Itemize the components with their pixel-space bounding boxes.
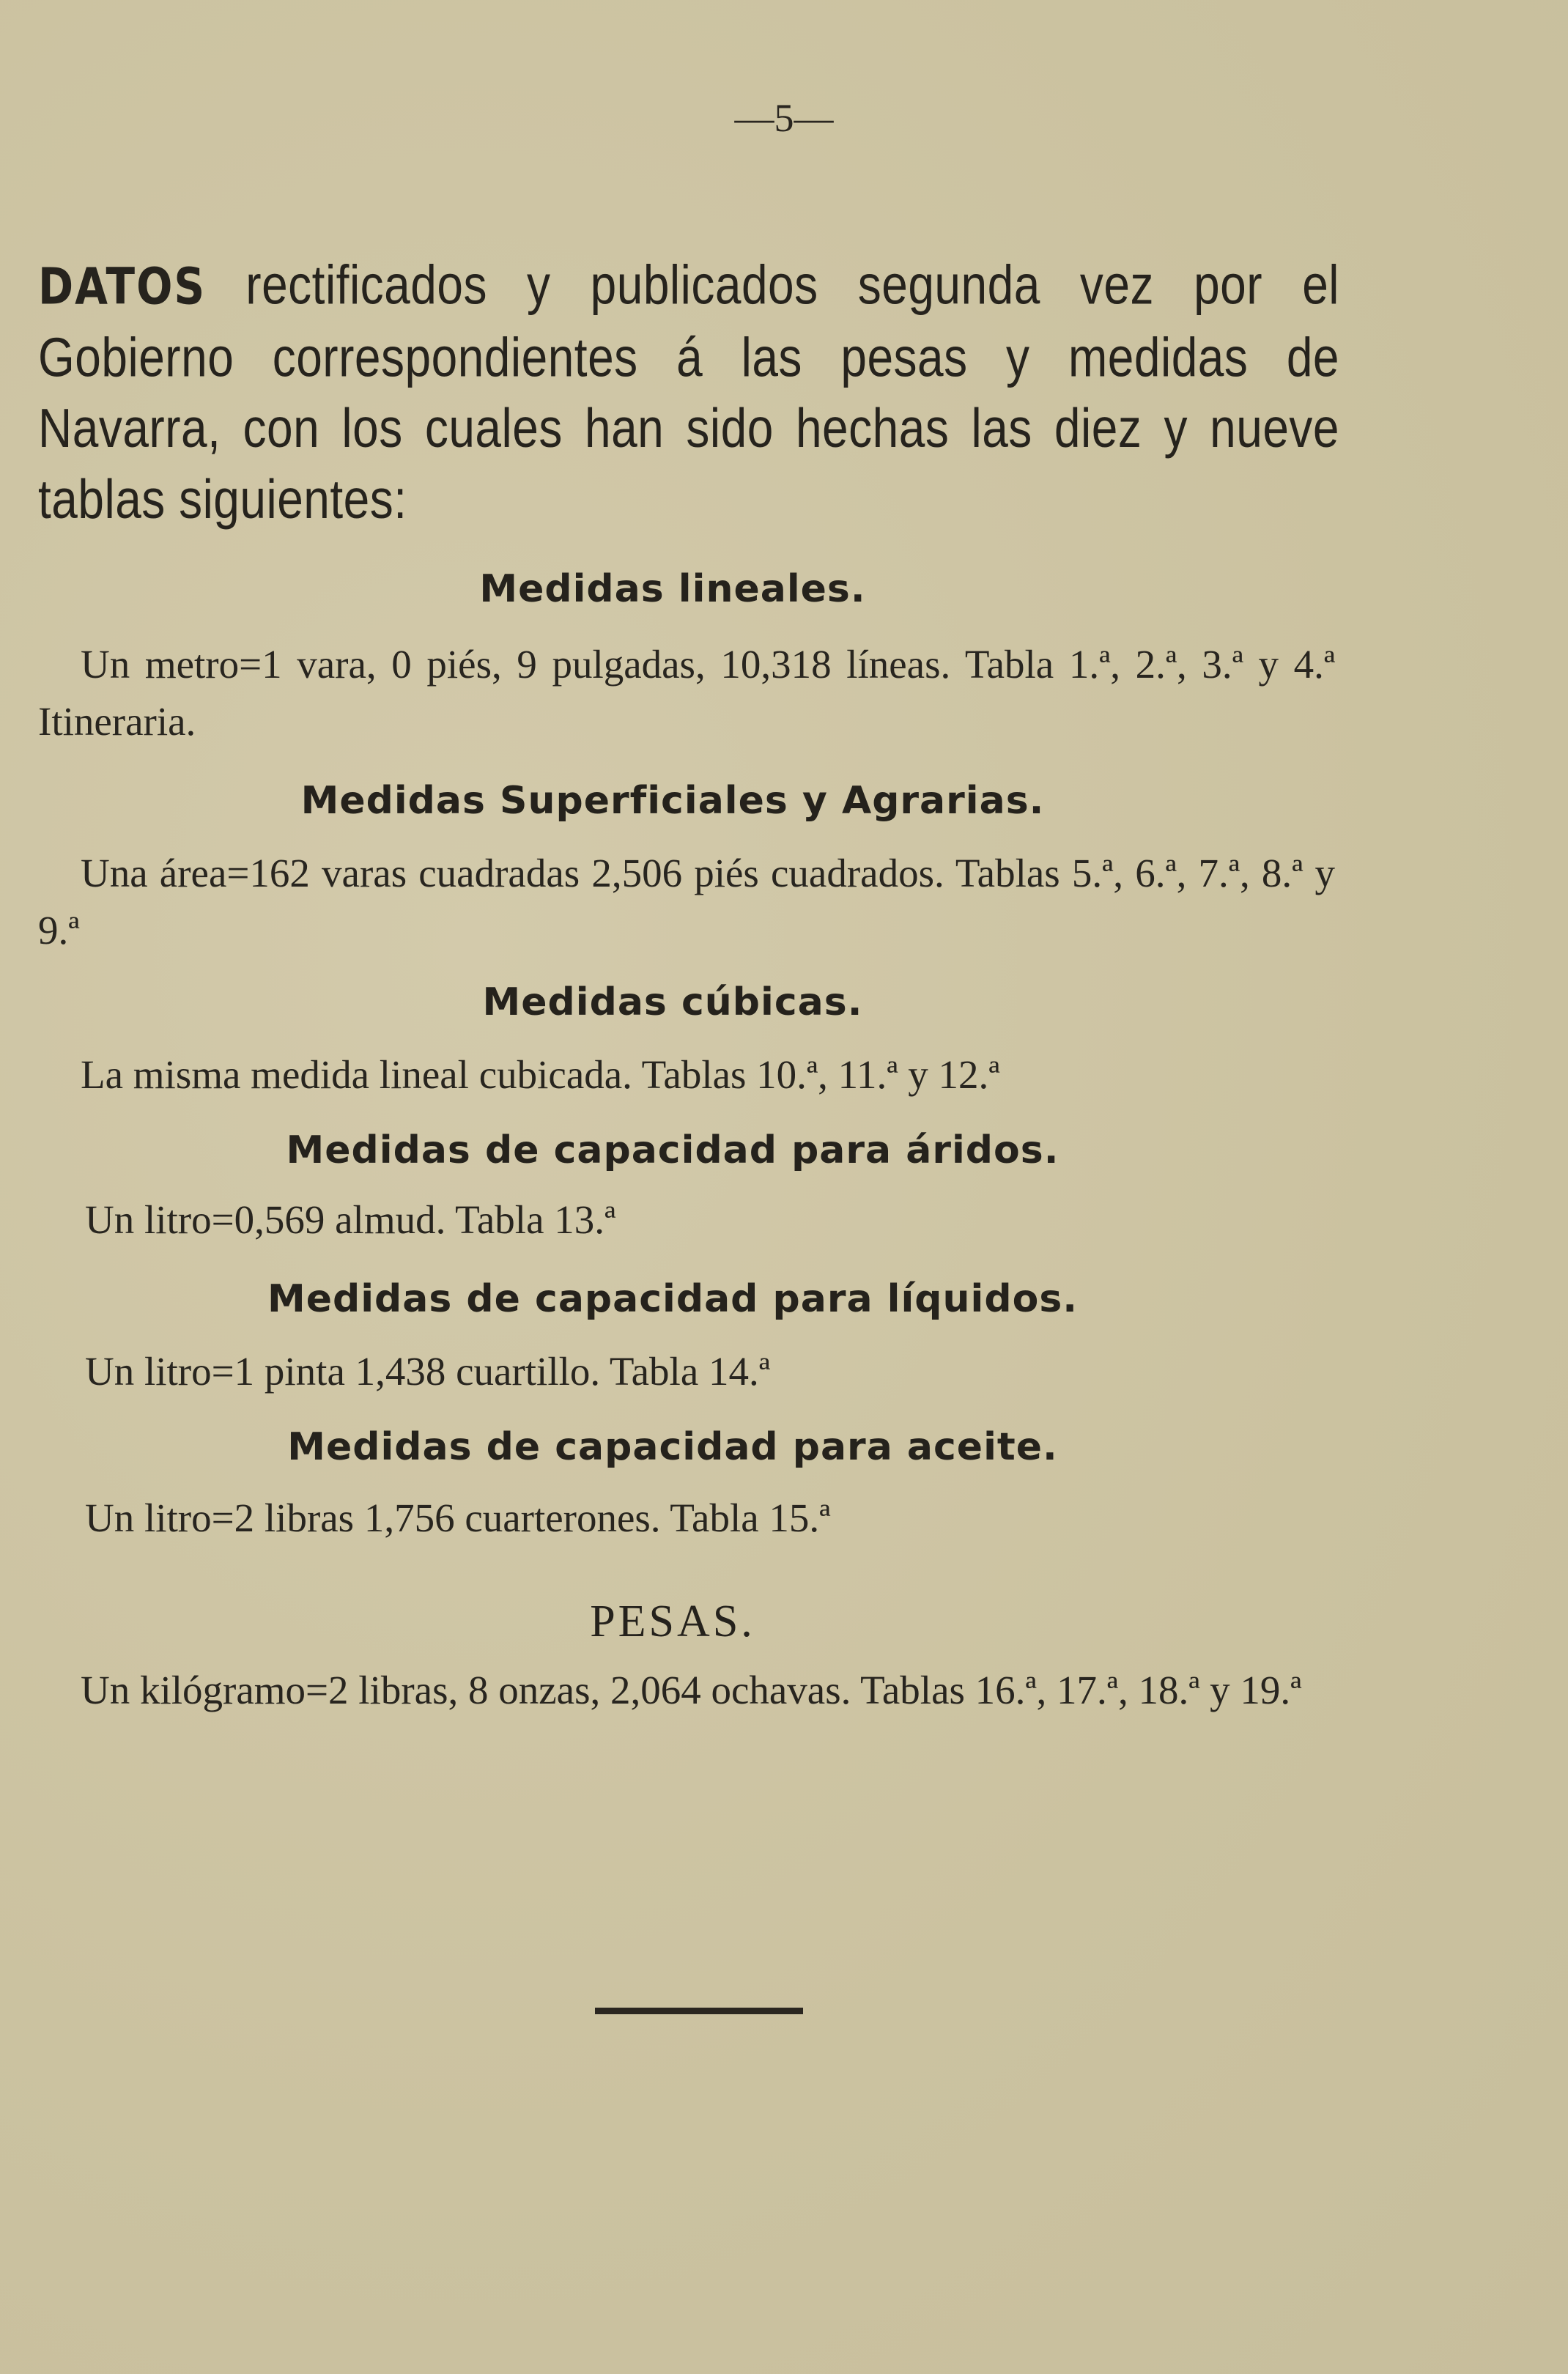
section-body-aridos: Un litro=0,569 almud. Tabla 13.ª <box>85 1197 616 1242</box>
section-heading-aceite: Medidas de capacidad para aceite. <box>287 1425 1058 1469</box>
section-body-aceite: Un litro=2 libras 1,756 cuarterones. Tabla 15.ª <box>85 1495 831 1540</box>
section-heading-lineales: Medidas lineales. <box>479 567 866 611</box>
section-body-cubicas: La misma medida lineal cubicada. Tablas 10.ª, 11.ª y 12.ª <box>81 1052 1000 1097</box>
intro-text: rectificados y publicados segunda vez por el Gobierno correspondientes á las pesas y medidas de Navarra, con los cuales han sido hechas las diez y nueve tablas siguientes: <box>38 253 1339 530</box>
section-heading-liquidos: Medidas de capacidad para líquidos. <box>267 1277 1079 1321</box>
section-body-liquidos: Un litro=1 pinta 1,438 cuartillo. Tabla 14.ª <box>85 1349 770 1394</box>
section-heading-superficiales: Medidas Superficiales y Agrarias. <box>300 779 1045 823</box>
section-heading-aridos: Medidas de capacidad para áridos. <box>286 1128 1059 1172</box>
page-number: —5— <box>734 96 834 140</box>
section-heading-cubicas: Medidas cúbicas. <box>482 980 863 1024</box>
intro-lead-word: DATOS <box>38 256 207 316</box>
section-body-superficiales: Una área=162 varas cuadradas 2,506 piés cuadrados. Tablas 5.ª, 6.ª, 7.ª, 8.ª y 9.ª <box>38 851 1335 953</box>
pesas-heading: PESAS. <box>590 1597 755 1646</box>
intro-paragraph <box>38 249 1339 534</box>
closing-rule <box>595 2008 803 2014</box>
section-body-lineales: Un metro=1 vara, 0 piés, 9 pulgadas, 10,318 líneas. Tabla 1.ª, 2.ª, 3.ª y 4.ª Itineraria. <box>38 642 1335 744</box>
pesas-body: Un kilógramo=2 libras, 8 onzas, 2,064 ochavas. Tablas 16.ª, 17.ª, 18.ª y 19.ª <box>81 1668 1302 1712</box>
